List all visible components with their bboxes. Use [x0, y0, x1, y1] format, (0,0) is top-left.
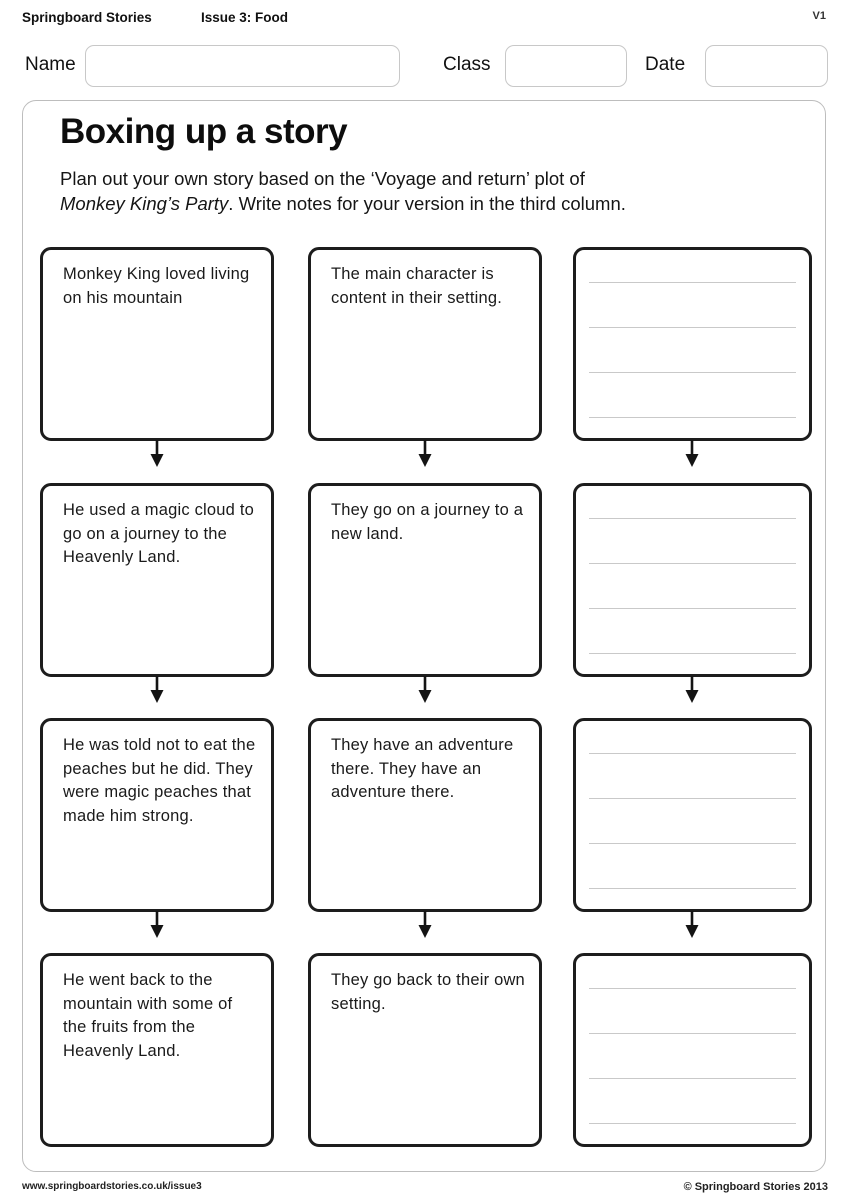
- version-text: V1: [812, 10, 826, 22]
- writing-line: [589, 798, 796, 799]
- writing-line: [589, 1033, 796, 1034]
- instruction-book-title: Monkey King’s Party: [60, 193, 229, 214]
- class-label: Class: [443, 54, 491, 75]
- brand-text: Springboard Stories: [22, 10, 152, 25]
- plot-box-row4: They go back to their own setting.: [308, 953, 542, 1147]
- down-arrow-icon: [684, 676, 700, 703]
- name-label: Name: [25, 54, 76, 75]
- down-arrow-icon: [149, 911, 165, 938]
- writing-line: [589, 372, 796, 373]
- writing-line: [589, 653, 796, 654]
- down-arrow-icon: [684, 440, 700, 467]
- writing-line: [589, 282, 796, 283]
- writing-line: [589, 753, 796, 754]
- writing-line: [589, 327, 796, 328]
- down-arrow-icon: [149, 676, 165, 703]
- writing-line: [589, 988, 796, 989]
- class-field[interactable]: [505, 45, 627, 87]
- instruction-prefix: Plan out your own story based on the ‘Voyage and return’ plot of: [60, 168, 585, 189]
- writing-line: [589, 417, 796, 418]
- page-title: Boxing up a story: [60, 112, 348, 151]
- instruction-line-1: [60, 166, 626, 191]
- notes-box-row3[interactable]: [573, 718, 812, 912]
- footer-copyright: © Springboard Stories 2013: [683, 1181, 828, 1193]
- footer-url: www.springboardstories.co.uk/issue3: [22, 1181, 202, 1192]
- name-field[interactable]: [85, 45, 400, 87]
- instruction-suffix: . Write notes for your version in the third column.: [228, 193, 626, 214]
- down-arrow-icon: [417, 440, 433, 467]
- writing-line: [589, 563, 796, 564]
- writing-line: [589, 608, 796, 609]
- issue-text: Issue 3: Food: [201, 10, 289, 25]
- writing-line: [589, 1078, 796, 1079]
- story-box-row3: He was told not to eat the peaches but he did. They were magic peaches that made him strong.: [40, 718, 274, 912]
- writing-line: [589, 1123, 796, 1124]
- down-arrow-icon: [149, 440, 165, 467]
- date-label: Date: [645, 54, 686, 75]
- instruction-line-2: [60, 191, 626, 216]
- notes-box-row2[interactable]: [573, 483, 812, 677]
- writing-line: [589, 518, 796, 519]
- plot-box-row3: They have an adventure there. They have an adventure there.: [308, 718, 542, 912]
- writing-line: [589, 888, 796, 889]
- notes-box-row4[interactable]: [573, 953, 812, 1147]
- story-box-row4: He went back to the mountain with some of the fruits from the Heavenly Land.: [40, 953, 274, 1147]
- writing-line: [589, 843, 796, 844]
- instructions: [60, 166, 626, 216]
- date-field[interactable]: [705, 45, 828, 87]
- down-arrow-icon: [684, 911, 700, 938]
- plot-box-row1: The main character is content in their setting.: [308, 247, 542, 441]
- notes-box-row1[interactable]: [573, 247, 812, 441]
- down-arrow-icon: [417, 911, 433, 938]
- plot-box-row2: They go on a journey to a new land.: [308, 483, 542, 677]
- down-arrow-icon: [417, 676, 433, 703]
- story-box-row2: He used a magic cloud to go on a journey to the Heavenly Land.: [40, 483, 274, 677]
- story-box-row1: Monkey King loved living on his mountain: [40, 247, 274, 441]
